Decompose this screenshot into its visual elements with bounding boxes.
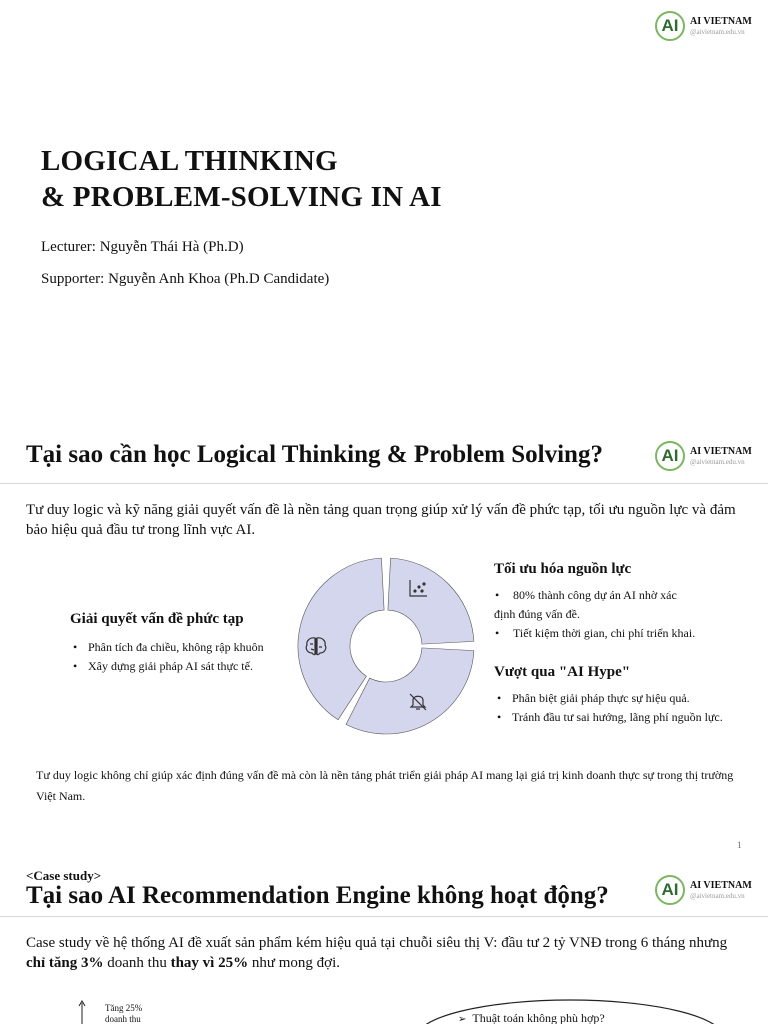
- cause-item: ➢ Thuật toán không phù hợp?: [458, 1011, 605, 1024]
- course-title-line2: & PROBLEM-SOLVING IN AI: [41, 181, 442, 213]
- case-study-tag: <Case study>: [26, 868, 102, 883]
- list-item-continuation: định đúng vấn đề.: [494, 607, 580, 621]
- title-divider: [0, 916, 768, 917]
- logo-name: AI VIETNAM: [690, 15, 752, 27]
- slide-title: Tại sao AI Recommendation Engine không hoạt động?: [26, 882, 609, 909]
- logo-url: @aivietnam.edu.vn: [690, 457, 745, 466]
- list-item: • Tránh đầu tư sai hướng, lãng phí nguồn lực.: [497, 710, 723, 724]
- course-title-line1: LOGICAL THINKING: [41, 145, 338, 177]
- title-divider: [0, 483, 768, 484]
- course-title: [41, 143, 442, 215]
- why-learn-slide: [0, 422, 768, 858]
- ai-vietnam-logo: [655, 875, 752, 905]
- title-slide: [0, 0, 768, 420]
- expected-growth: thay vì 25%: [170, 955, 249, 971]
- slide-title: Tại sao cần học Logical Thinking & Problem Solving?: [26, 441, 603, 468]
- conclusion-paragraph: Tư duy logic không chỉ giúp xác định đúng vấn đề mà còn là nền tảng phát triển giải pháp AI mang lại giá trị kinh doanh thực sự trong thị trường Việt Nam.: [36, 768, 734, 803]
- lecturer-text: Lecturer: Nguyễn Thái Hà (Ph.D): [41, 239, 244, 255]
- complex-problem-list: [70, 638, 264, 676]
- page-number: 1: [737, 840, 742, 850]
- list-item: • Tiết kiệm thời gian, chi phí triển khai.: [495, 626, 696, 640]
- case-intro-paragraph: Case study về hệ thống AI đề xuất sản phẩm kém hiệu quả tại chuỗi siêu thị V: đầu tư 2 tỷ VNĐ trong 6 tháng nhưng chỉ tăng 3% doanh thu thay vì 25% như mong đợi.: [26, 935, 728, 971]
- list-item: • Phân tích đa chiều, không rập khuôn: [73, 640, 264, 654]
- logo-badge: AI: [655, 11, 685, 41]
- logo-name: AI VIETNAM: [690, 445, 752, 457]
- list-item: • 80% thành công dự án AI nhờ xác: [495, 588, 677, 602]
- ai-hype-title: Vượt qua "AI Hype": [494, 664, 631, 680]
- list-item: • Xây dựng giải pháp AI sát thực tế.: [73, 659, 253, 673]
- logo-badge: AI: [655, 875, 685, 905]
- logo-url: @aivietnam.edu.vn: [690, 27, 745, 36]
- logo-url: @aivietnam.edu.vn: [690, 891, 745, 900]
- intro-paragraph: Tư duy logic và kỹ năng giải quyết vấn đề là nền tảng quan trọng giúp xử lý vấn đề phức tạp, tối ưu nguồn lực và đảm bảo hiệu quả đầu tư trong lĩnh vực AI.: [26, 502, 736, 538]
- actual-growth: chỉ tăng 3%: [26, 955, 104, 971]
- supporter-text: Supporter: Nguyễn Anh Khoa (Ph.D Candidate): [41, 271, 330, 287]
- logo-badge: AI: [655, 441, 685, 471]
- case-study-slide: [0, 860, 768, 1024]
- ring-segment-hype: [346, 648, 474, 734]
- arrow-bullet-icon: ➢: [458, 1014, 467, 1024]
- ai-vietnam-logo: [655, 441, 752, 471]
- three-segment-ring-diagram: [288, 550, 484, 740]
- optimize-resources-title: Tối ưu hóa nguồn lực: [494, 561, 632, 577]
- ai-vietnam-logo: [655, 11, 752, 41]
- growth-arrow: [70, 1000, 100, 1024]
- ring-segment-optimize: [388, 558, 474, 644]
- optimize-resources-list: [494, 586, 695, 643]
- growth-arrow-label: Tăng 25% doanh thu: [105, 1003, 143, 1024]
- list-item: • Phân biệt giải pháp thực sự hiệu quả.: [497, 691, 690, 705]
- complex-problem-title: Giải quyết vấn đề phức tạp: [70, 611, 244, 627]
- logo-name: AI VIETNAM: [690, 879, 752, 891]
- ai-hype-list: [494, 689, 723, 727]
